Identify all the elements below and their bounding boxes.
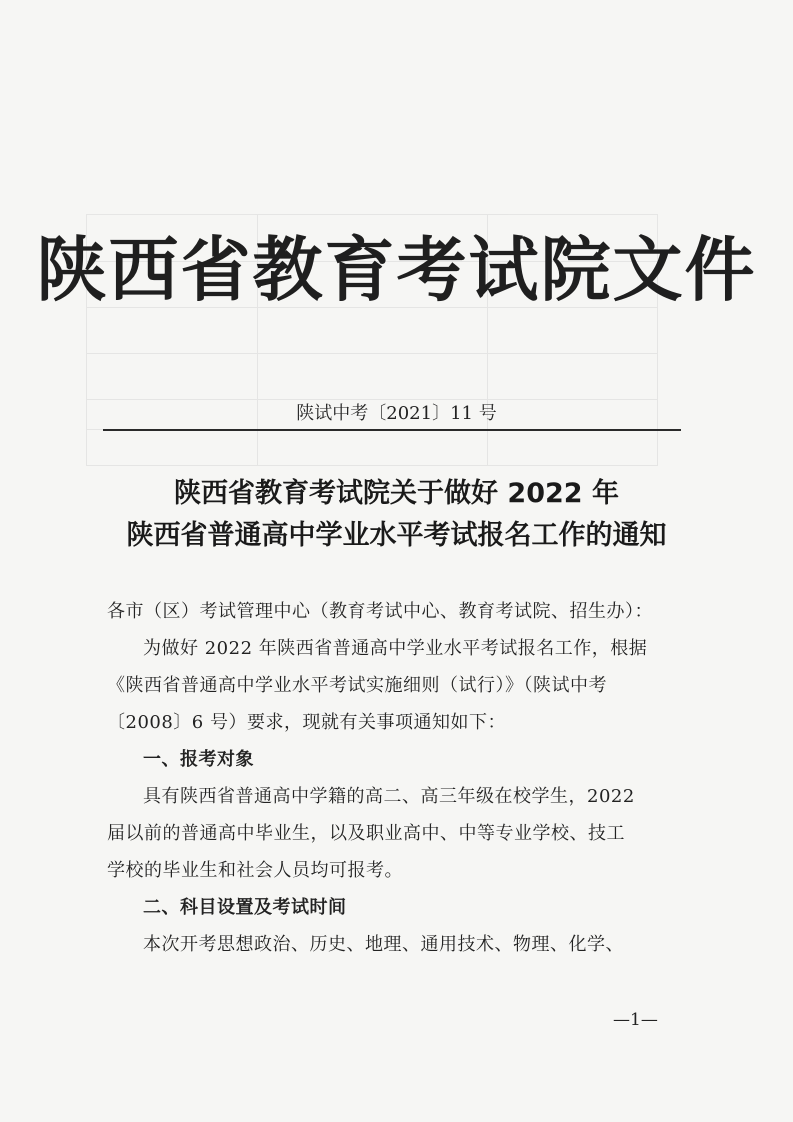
- section-1-line-3: 学校的毕业生和社会人员均可报考。: [107, 860, 403, 881]
- section-1-heading: 一、报考对象: [143, 749, 254, 770]
- section-1-line-2: 届以前的普通高中毕业生，以及职业高中、中等专业学校、技工: [107, 823, 625, 844]
- intro-line-2: 《陕西省普通高中学业水平考试实施细则（试行）》（陕试中考: [107, 675, 607, 696]
- section-1-line-1: 具有陕西省普通高中学籍的高二、高三年级在校学生，2022: [143, 786, 635, 807]
- issuer-header-title: 陕西省教育考试院文件: [36, 229, 757, 311]
- notice-body: [107, 593, 667, 963]
- page-number: —1—: [613, 1010, 658, 1030]
- document-number: 陕试中考〔2021〕11 号: [296, 403, 497, 424]
- section-2-line-1: 本次开考思想政治、历史、地理、通用技术、物理、化学、: [143, 934, 624, 955]
- intro-line-3: 〔2008〕6 号）要求，现就有关事项通知如下：: [107, 712, 506, 733]
- addressee: 各市（区）考试管理中心（教育考试中心、教育考试院、招生办）：: [107, 601, 653, 622]
- section-2-heading: 二、科目设置及考试时间: [143, 897, 347, 918]
- notice-title-line-2: 陕西省普通高中学业水平考试报名工作的通知: [126, 520, 667, 551]
- intro-line-1: 为做好 2022 年陕西省普通高中学业水平考试报名工作，根据: [143, 638, 648, 659]
- header-divider: [103, 429, 681, 431]
- notice-title-line-1: 陕西省教育考试院关于做好 2022 年: [174, 478, 619, 509]
